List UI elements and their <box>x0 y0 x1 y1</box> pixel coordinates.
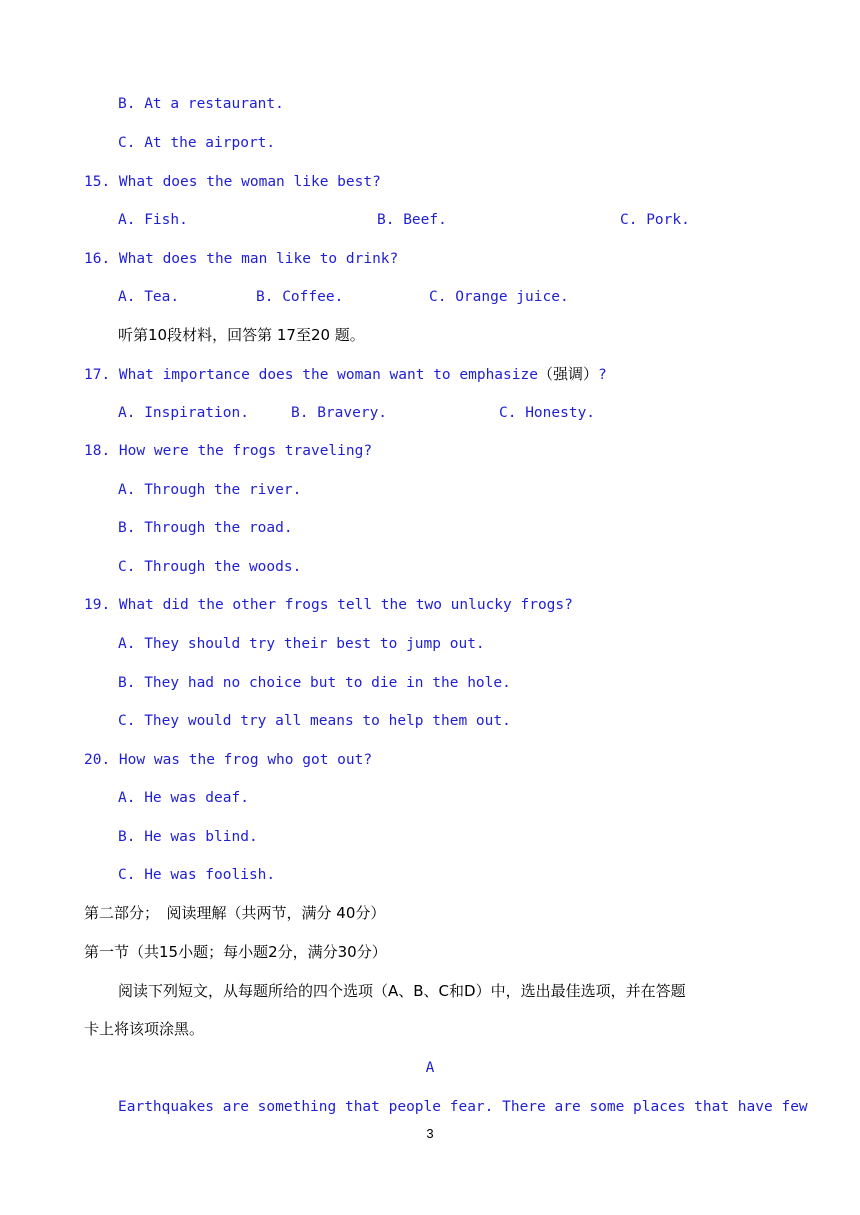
passage-first-line: Earthquakes are something that people fear. There are some places that have few <box>118 1099 808 1115</box>
q16-option-c: C. Orange juice. <box>429 289 569 305</box>
listening-instruction-10: 听第10段材料，回答第 17至20 题。 <box>118 326 365 344</box>
q16-option-a: A. Tea. <box>118 289 180 305</box>
reading-instruction-line-1: 阅读下列短文，从每题所给的四个选项（A、B、C和D）中，选出最佳选项，并在答题 <box>118 982 686 1000</box>
q20-option-a: A. He was deaf. <box>118 790 249 806</box>
q14-option-b: B. At a restaurant. <box>118 96 284 112</box>
q18-option-a: A. Through the river. <box>118 482 302 498</box>
q19-option-c: C. They would try all means to help them out. <box>118 713 511 729</box>
reading-instruction-line-2: 卡上将该项涂黑。 <box>84 1020 205 1038</box>
section-one-heading: 第一节（共15小题；每小题2分，满分30分） <box>84 943 387 961</box>
q18-option-b: B. Through the road. <box>118 520 293 536</box>
q19-option-a: A. They should try their best to jump out. <box>118 636 485 652</box>
question-18: 18. How were the frogs traveling? <box>84 443 373 459</box>
question-17 <box>84 364 607 385</box>
q15-option-a: A. Fish. <box>118 212 188 228</box>
question-19: 19. What did the other frogs tell the two unlucky frogs? <box>84 597 573 613</box>
passage-label: A <box>425 1060 435 1076</box>
q20-option-c: C. He was foolish. <box>118 867 276 883</box>
q15-option-c: C. Pork. <box>620 212 690 228</box>
q17-option-c: C. Honesty. <box>499 405 596 421</box>
question-15: 15. What does the woman like best? <box>84 174 381 190</box>
q14-option-c: C. At the airport. <box>118 135 276 151</box>
q17-option-a: A. Inspiration. <box>118 405 249 421</box>
question-20: 20. How was the frog who got out? <box>84 752 373 768</box>
q17-option-b: B. Bravery. <box>291 405 388 421</box>
q19-option-b: B. They had no choice but to die in the hole. <box>118 675 511 691</box>
page-number: 3 <box>426 1126 434 1141</box>
q18-option-c: C. Through the woods. <box>118 559 302 575</box>
q17-english: 17. What importance does the woman want to emphasize <box>84 367 538 383</box>
q17-chinese-gloss: （强调） <box>537 365 598 383</box>
q20-option-b: B. He was blind. <box>118 829 258 845</box>
question-16: 16. What does the man like to drink? <box>84 251 399 267</box>
part-two-heading: 第二部分； 阅读理解（共两节，满分 40分） <box>84 904 386 922</box>
q15-option-b: B. Beef. <box>377 212 447 228</box>
q16-option-b: B. Coffee. <box>256 289 344 305</box>
q17-mark: ? <box>597 367 607 383</box>
